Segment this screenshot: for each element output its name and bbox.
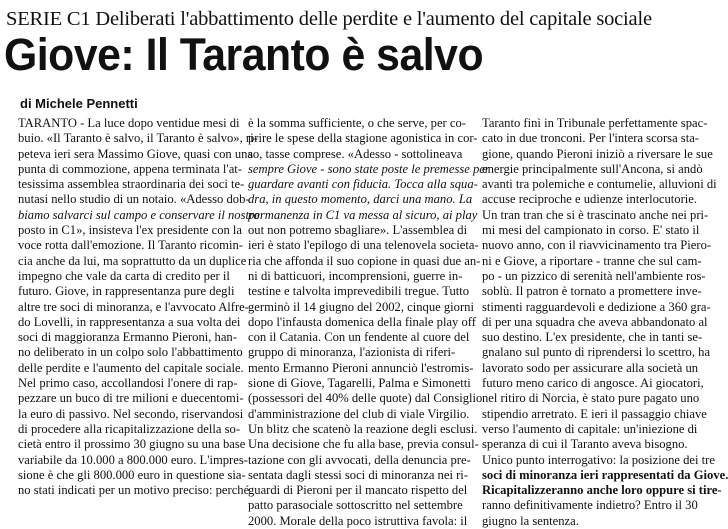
article-text-line: 2000. Morale della poco istruttiva favola: il <box>248 513 468 528</box>
article-text-line: permanenza in C1 va messa al sicuro, ai play <box>248 207 478 222</box>
article-text-line: po - un pizzico di serenità nell'ambiente ros- <box>482 268 706 283</box>
article-text-line: peteva ieri sera Massimo Giove, quasi con una <box>18 146 254 161</box>
article-column-2 <box>248 116 490 528</box>
article-text-line: mento Ermanno Pieroni annunciò l'estromis- <box>248 360 474 375</box>
article-text-line: con il Catania. Con un fendente al cuore del <box>248 330 470 345</box>
article-text-line: dopo l'infausta domenica della finale play off <box>248 314 476 329</box>
article-text-line: Taranto finì in Tribunale perfettamente spac- <box>482 116 708 130</box>
article-text-line: Un tran tran che si è trascinato anche nei pri- <box>482 207 709 222</box>
article-text-line: ria che affonda il suo copione in quasi due an- <box>248 253 481 268</box>
article-text-line: variabile da 10.000 a 800.000 euro. L'impres- <box>18 452 248 467</box>
article-text-line: d'amministrazione del club di viale Virgilio. <box>248 406 470 421</box>
article-text-line: futuro meno carico di angosce. Ai giocatori, <box>482 376 704 391</box>
article-byline: di Michele Pennetti <box>20 96 138 111</box>
article-text-line: nutasi nello studio di un notaio. «Adesso dob- <box>18 192 250 207</box>
article-text-line: germinò il 14 giugno del 2002, cinque giorni <box>248 299 474 314</box>
article-text-line: suo destino. L'ex presidente, che in tanti se- <box>482 330 703 345</box>
article-text-line: out non potremo sbagliare». L'assemblea di <box>248 223 468 238</box>
article-text-line: sione di Giove, Tagarelli, Palma e Simonetti <box>248 376 471 391</box>
article-text-line: gione, quando Pieroni iniziò a riversare le sue <box>482 146 713 161</box>
article-text-line: posto in C1», insisteva l'ex presidente con la <box>18 223 243 238</box>
article-text-line: nuovo anno, con il riavvicinamento tra Piero- <box>482 238 712 253</box>
article-text-line: lavorato sodo per assicurare alla società un <box>482 360 699 375</box>
article-text-line: soci di maggioranza Ermanno Pieroni, han- <box>18 330 237 345</box>
article-text-line: è la somma sufficiente, o che serve, per co- <box>248 116 466 130</box>
article-text-line: no deliberato in un colpo solo l'abbattimento <box>18 345 243 360</box>
article-text-line: soci di minoranza ieri rappresentati da Giove. <box>482 467 728 482</box>
article-text-line: do Lovelli, in rappresentanza a sua volta dei <box>18 314 241 329</box>
article-text-line: di per una squadra che aveva abbandonato al <box>482 314 708 329</box>
article-text-line: TARANTO - La luce dopo ventidue mesi di <box>18 116 240 130</box>
article-text-line: cietà entro il prossimo 30 giugno su una base <box>18 437 246 452</box>
article-text-line: stimenti ragguardevoli e dedizione a 360 gra- <box>482 299 711 314</box>
article-text-line: accuse reciproche e udienze interlocutorie. <box>482 192 698 207</box>
article-text-line: avanti tra polemiche e contumelie, alluvioni di <box>482 177 717 192</box>
article-text-line: patto parasociale sottoscritto nel settembre <box>248 498 463 513</box>
article-text-line: delle perdite e l'aumento del capitale sociale. <box>18 360 244 375</box>
article-text-line: verso l'aumento di capitale: un'iniezione di <box>482 421 698 436</box>
article-text-line: gnalano sul punto di riprendersi lo scettro, ha <box>482 345 711 360</box>
article-column-1 <box>18 116 260 498</box>
article-text-line: Ricapitalizzeranno anche loro oppure si tire- <box>482 483 722 498</box>
kicker-text: Deliberati l'abbattimento delle perdite e l'aumento del capitale sociale <box>95 8 652 30</box>
article-text-line: gruppo di minoranza, l'azionista di riferi- <box>248 345 456 360</box>
article-text-line: stipendio arretrato. E ieri il passaggio chiave <box>482 406 707 421</box>
article-text-line: nel ritiro di Norcia, è stato pure pagato uno <box>482 391 700 406</box>
article-text-line: sempre Giove - sono state poste le premesse per <box>248 161 490 176</box>
article-column-3 <box>482 116 728 528</box>
article-text-line: testine e talvolta imprevedibili tregue. Tutto <box>248 284 470 299</box>
article-text-line: cato in due tronconi. Per l'intera scorsa sta- <box>482 131 699 146</box>
article-text-line: energie principalmente sull'Ancona, si andò <box>482 161 703 176</box>
article-text-line: ni di batticuori, incomprensioni, guerre in- <box>248 268 463 283</box>
article-text-line: ranno definitivamente indietro? Entro il 30 <box>482 498 698 513</box>
article-text-line: tazione con gli avvocati, della denuncia pre- <box>248 452 471 467</box>
article-text-line: dra, in questo momento, darci una mano. La <box>248 192 473 207</box>
article-text-line: buio. «Il Taranto è salvo, il Taranto è salvo», ri- <box>18 131 258 146</box>
article-text-line: tesissima assemblea straordinaria dei soci te- <box>18 177 245 192</box>
article-text-line: Un blitz che scatenò la reazione degli esclusi. <box>248 421 478 436</box>
article-text-line: guardare avanti con fiducia. Tocca alla squa- <box>248 177 478 192</box>
article-text-line: pezzare un buco di tre milioni e duecentomi- <box>18 391 244 406</box>
article-text-line: voce rotta dall'emozione. Il Taranto ricomin- <box>18 238 243 253</box>
article-text-line: Unico punto interrogativo: la posizione dei tre <box>482 452 715 467</box>
article-text-line: Una decisione che fu alla base, previa consul- <box>248 437 479 452</box>
article-text-line: so, tasse comprese. «Adesso - sottolineava <box>248 146 463 161</box>
article-text-line: no stati indicati per un motivo preciso: perché <box>18 483 250 498</box>
article-text-line: giugno la sentenza. <box>482 513 579 528</box>
article-text-line: Nel primo caso, accollandosi l'onere di rap- <box>18 376 238 391</box>
article-text-line: biamo salvarci sul campo e conservare il nostro <box>18 207 260 222</box>
article-text-line: la euro di passivo. Nel secondo, riservandosi <box>18 406 244 421</box>
article-text-line: futuro. Giove, in rappresentanza pure degli <box>18 284 235 299</box>
article-text-line: altre tre soci di minoranza, e l'avvocato Alfre- <box>18 299 249 314</box>
article-text-line: cia anche da lui, ma soprattutto da un duplice <box>18 253 247 268</box>
article-text-line: mi mesi del campionato in corso. E' stato il <box>482 223 700 238</box>
article-text-line: impegno che vale da carta di credito per il <box>18 268 230 283</box>
article-text-line: prire le spese della stagione agonistica in cor- <box>248 131 478 146</box>
article-text-line: (possessori del 40% delle quote) dal Consiglio <box>248 391 483 406</box>
article-text-line: ieri è stato l'epilogo di una telenovela societa- <box>248 238 479 253</box>
article-text-line: sentata dagli stessi soci di minoranza nei ri- <box>248 467 468 482</box>
article-text-line: sione è che gli 800.000 euro in questione sia- <box>18 467 246 482</box>
article-text-line: di procedere alla ricapitalizzazione della so- <box>18 421 241 436</box>
kicker-series: SERIE C1 <box>6 8 91 30</box>
article-text-line: ni e Giove, a riportare - tranne che sul cam- <box>482 253 702 268</box>
article-text-line: speranza di cui il Taranto aveva bisogno. <box>482 437 688 452</box>
article-headline: Giove: Il Taranto è salvo <box>4 29 484 80</box>
article-text-line: punta di commozione, appena terminata l'at- <box>18 161 242 176</box>
article-text-line: soblù. Il patron è tornato a promettere inve- <box>482 284 702 299</box>
article-text-line: guardi di Pieroni per il mancato rispetto del <box>248 483 468 498</box>
